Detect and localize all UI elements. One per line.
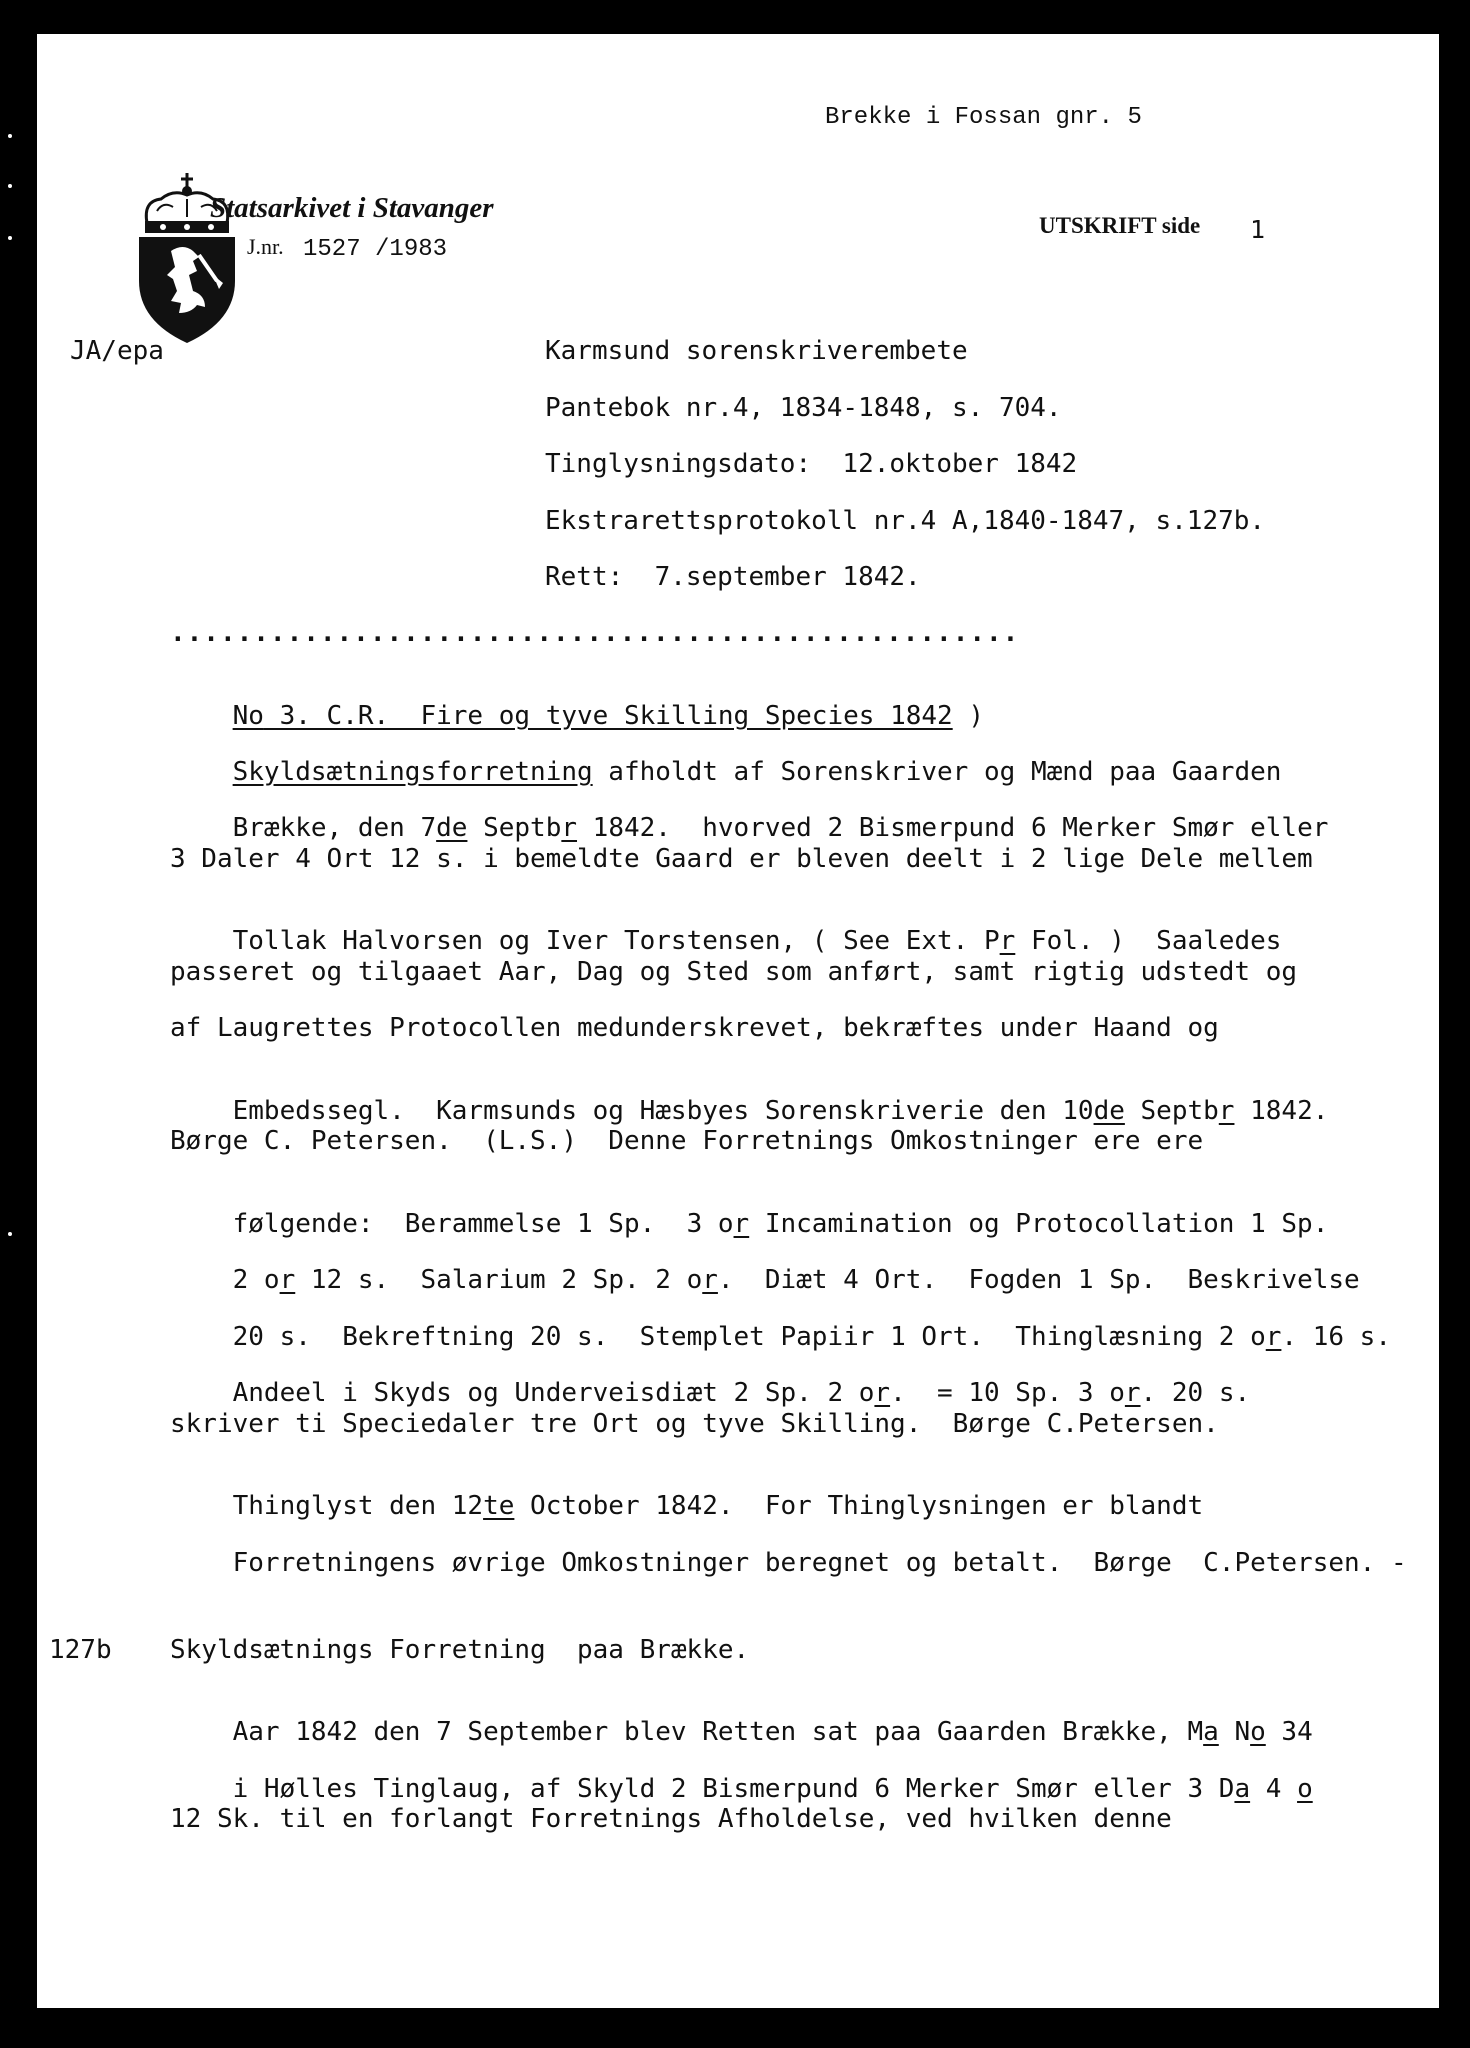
body-line-1: No 3. C.R. Fire og tyve Skilling Species 1842 ) bbox=[232, 701, 984, 731]
body-line-4: 3 Daler 4 Ort 12 s. i bemeldte Gaard er bleven deelt i 2 lige Dele mellem bbox=[170, 844, 1313, 874]
archive-name: Statsarkivet i Stavanger bbox=[210, 192, 494, 224]
meta-line-2: Pantebok nr.4, 1834-1848, s. 704. bbox=[545, 393, 1062, 423]
body-line-8: Embedssegl. Karmsunds og Hæsbyes Sorenskriverie den 10de Septbr 1842. bbox=[232, 1096, 1329, 1126]
jnr-value: 1527 /1983 bbox=[303, 236, 448, 263]
body-line-15: Thinglyst den 12te October 1842. For Thinglysningen er blandt bbox=[232, 1491, 1204, 1521]
jnr-label: J.nr. bbox=[247, 234, 284, 259]
body-line-13: Andeel i Skyds og Underveisdiæt 2 Sp. 2 or. = 10 Sp. 3 or. 20 s. bbox=[232, 1378, 1251, 1408]
body-line-12: 20 s. Bekreftning 20 s. Stemplet Papiir 1 Ort. Thinglæsning 2 or. 16 s. bbox=[232, 1322, 1391, 1352]
body-line-6: passeret og tilgaaet Aar, Dag og Sted som anført, samt rigtig udstedt og bbox=[170, 957, 1298, 987]
marginal-ref: 127b bbox=[49, 1635, 112, 1665]
meta-line-4: Ekstrarettsprotokoll nr.4 A,1840-1847, s.127b. bbox=[545, 506, 1266, 536]
body-line-9: Børge C. Petersen. (L.S.) Denne Forretnings Omkostninger ere ere bbox=[170, 1126, 1204, 1156]
body-line-16: Forretningens øvrige Omkostninger beregnet og betalt. Børge C.Petersen. - bbox=[232, 1548, 1407, 1578]
header-reference: Brekke i Fossan gnr. 5 bbox=[825, 104, 1142, 131]
meta-line-3: Tinglysningsdato: 12.oktober 1842 bbox=[545, 449, 1078, 479]
section-line-3: 12 Sk. til en forlangt Forretnings Afholdelse, ved hvilken denne bbox=[170, 1804, 1172, 1834]
body-line-10: følgende: Berammelse 1 Sp. 3 or Incamination og Protocollation 1 Sp. bbox=[232, 1209, 1329, 1239]
body-line-7: af Laugrettes Protocollen medunderskrevet, bekræftes under Haand og bbox=[170, 1013, 1219, 1043]
scan-speck bbox=[8, 236, 12, 240]
section-line-2: i Hølles Tinglaug, af Skyld 2 Bismerpund 6 Merker Smør eller 3 Da 4 o bbox=[232, 1774, 1313, 1804]
document-page bbox=[37, 34, 1439, 2008]
body-line-5: Tollak Halvorsen og Iver Torstensen, ( See Ext. Pr Fol. ) Saaledes bbox=[232, 926, 1282, 956]
body-line-14: skriver ti Speciedaler tre Ort og tyve Skilling. Børge C.Petersen. bbox=[170, 1409, 1219, 1439]
scan-speck bbox=[8, 1232, 12, 1236]
body-line-2: Skyldsætningsforretning afholdt af Sorenskriver og Mænd paa Gaarden bbox=[232, 757, 1282, 787]
scan-speck bbox=[8, 184, 12, 188]
body-line-11: 2 or 12 s. Salarium 2 Sp. 2 or. Diæt 4 Ort. Fogden 1 Sp. Beskrivelse bbox=[232, 1265, 1360, 1295]
body-line-3: Brække, den 7de Septbr 1842. hvorved 2 Bismerpund 6 Merker Smør eller bbox=[232, 813, 1329, 843]
separator-line: ................................................... bbox=[170, 618, 1020, 648]
meta-line-1: Karmsund sorenskriverembete bbox=[545, 336, 968, 366]
initials: JA/epa bbox=[70, 336, 164, 366]
section-line-1: Aar 1842 den 7 September blev Retten sat paa Gaarden Brække, Ma No 34 bbox=[232, 1717, 1313, 1747]
scan-speck bbox=[8, 134, 12, 138]
section-heading: Skyldsætnings Forretning paa Brække. bbox=[170, 1635, 750, 1665]
utskrift-label: UTSKRIFT side bbox=[1039, 213, 1201, 238]
page-number: 1 bbox=[1250, 215, 1266, 244]
meta-line-5: Rett: 7.september 1842. bbox=[545, 562, 921, 592]
